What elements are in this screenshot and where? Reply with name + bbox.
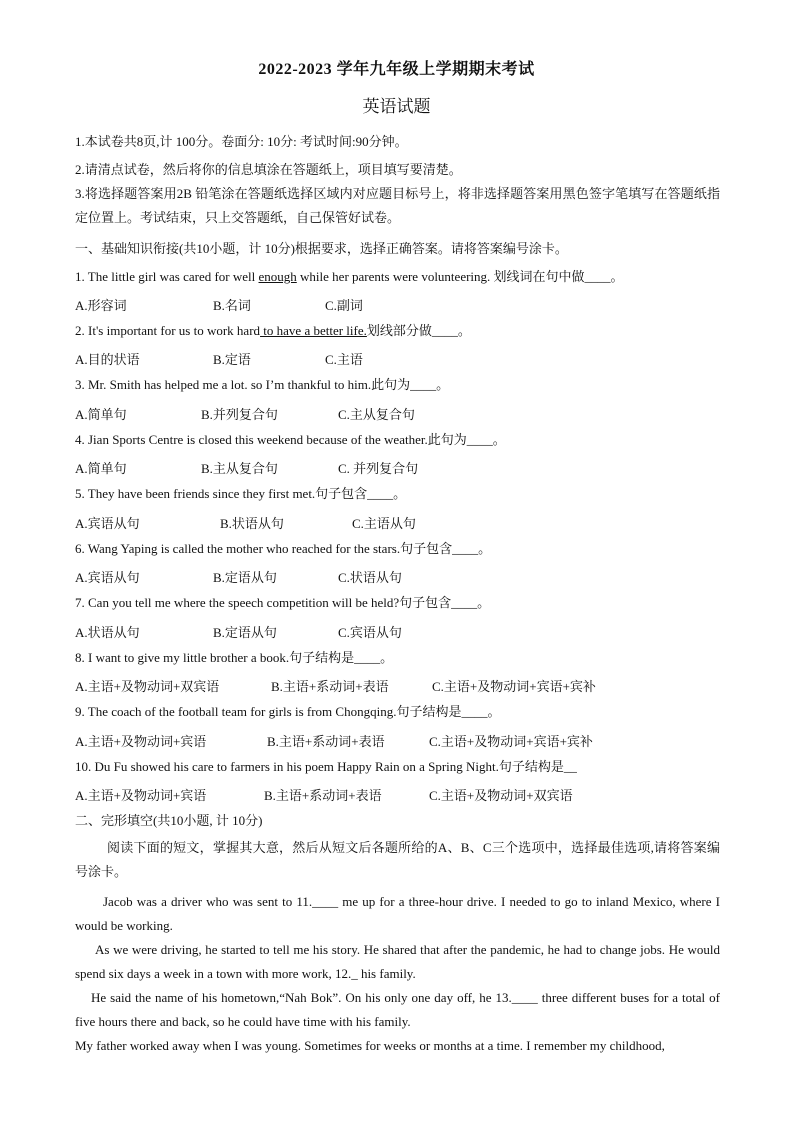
section2-intro: 阅读下面的短文，掌握其大意，然后从短文后各题所给的A、B、C三个选项中，选择最佳选项,请将答案编号涂卡。 <box>75 840 720 879</box>
section1-heading: 一、基础知识衔接(共10小题，计 10分)根据要求，选择正确答案。请将答案编号涂卡。 <box>75 241 568 256</box>
option-b: B.主语+系动词+表语 <box>267 734 385 749</box>
option-a: A.宾语从句 <box>75 516 140 531</box>
option-a: A.主语+及物动词+宾语 <box>75 788 207 803</box>
page-title: 2022-2023 学年九年级上学期期末考试 <box>258 61 535 78</box>
option-a: A.宾语从句 <box>75 570 140 585</box>
option-c: C.主语+及物动词+双宾语 <box>429 788 573 803</box>
question-1 <box>75 268 624 286</box>
passage-paragraph: As we were driving, he started to tell me his story. He shared that after the pandemic, he had to change jobs. He would spend six days a week in a town with more work, 12._ his family. <box>75 942 720 981</box>
question-8: 8. I want to give my little brother a book.句子结构是____。 <box>75 650 394 665</box>
page-subtitle: 英语试题 <box>362 97 431 116</box>
option-b: B.主从复合句 <box>201 461 278 476</box>
option-a: A.简单句 <box>75 407 127 422</box>
underlined-word: enough <box>258 269 297 284</box>
question-text: while her parents were volunteering. 划线词在句中做____。 <box>296 269 624 284</box>
passage-paragraph: Jacob was a driver who was sent to 11.____ me up for a three-hour drive. I needed to go to inland Mexico, where I would be working. <box>75 894 720 933</box>
underlined-phrase: to have a better life. <box>260 323 367 338</box>
question-6: 6. Wang Yaping is called the mother who reached for the stars.句子包含____。 <box>75 541 492 556</box>
option-a: A.简单句 <box>75 461 127 476</box>
passage-paragraph: He said the name of his hometown,“Nah Bok”. On his only one day off, he 13.____ three different buses for a total of five hours there and back, so he could have time with his family. <box>75 990 720 1029</box>
instruction-3: 3.将选择题答案用2B 铅笔涂在答题纸选择区域内对应题目标号上，将非选择题答案用黑色签字笔填写在答题纸指定位置上。考试结束，只上交答题纸，自己保管好试卷。 <box>75 186 720 225</box>
option-c: C.主语+及物动词+宾语+宾补 <box>429 734 593 749</box>
option-b: B.并列复合句 <box>201 407 278 422</box>
option-b: B.主语+系动词+表语 <box>264 788 382 803</box>
option-c: C.主语 <box>325 352 363 367</box>
option-a: A.状语从句 <box>75 625 140 640</box>
option-a: A.目的状语 <box>75 352 140 367</box>
option-a: A.主语+及物动词+双宾语 <box>75 679 220 694</box>
option-c: C.副词 <box>325 298 363 313</box>
option-b: B.主语+系动词+表语 <box>271 679 389 694</box>
question-text: 1. The little girl was cared for well <box>75 269 259 284</box>
option-c: C.宾语从句 <box>338 625 402 640</box>
option-c: C.主语从句 <box>352 516 416 531</box>
option-b: B.定语从句 <box>213 570 277 585</box>
question-2 <box>75 322 471 340</box>
question-7: 7. Can you tell me where the speech competition will be held?句子包含____。 <box>75 595 491 610</box>
option-b: B.名词 <box>213 298 251 313</box>
passage-paragraph: My father worked away when I was young. Sometimes for weeks or months at a time. I remember my childhood, <box>75 1038 665 1053</box>
question-5: 5. They have been friends since they first met.句子包含____。 <box>75 486 407 501</box>
option-c: C.主从复合句 <box>338 407 415 422</box>
question-9: 9. The coach of the football team for girls is from Chongqing.句子结构是____。 <box>75 704 501 719</box>
option-c: C.状语从句 <box>338 570 402 585</box>
option-c: C.主语+及物动词+宾语+宾补 <box>432 679 596 694</box>
instruction-1: 1.本试卷共8页,计 100分。卷面分: 10分: 考试时间:90分钟。 <box>75 134 408 149</box>
option-a: A.形容词 <box>75 298 127 313</box>
option-a: A.主语+及物动词+宾语 <box>75 734 207 749</box>
option-b: B.定语从句 <box>213 625 277 640</box>
option-b: B.状语从句 <box>220 516 284 531</box>
option-b: B.定语 <box>213 352 251 367</box>
instruction-2: 2.请清点试卷，然后将你的信息填涂在答题纸上，项目填写要清楚。 <box>75 162 462 177</box>
question-4: 4. Jian Sports Centre is closed this weekend because of the weather.此句为____。 <box>75 432 506 447</box>
question-3: 3. Mr. Smith has helped me a lot. so I’m thankful to him.此句为____。 <box>75 377 450 392</box>
question-text: 2. It's important for us to work hard <box>75 323 261 338</box>
option-c: C. 并列复合句 <box>338 461 419 476</box>
question-10: 10. Du Fu showed his care to farmers in his poem Happy Rain on a Spring Night.句子结构是__ <box>75 759 577 774</box>
question-text: 划线部分做____。 <box>366 323 471 338</box>
section2-heading: 二、完形填空(共10小题, 计 10分) <box>75 813 263 828</box>
